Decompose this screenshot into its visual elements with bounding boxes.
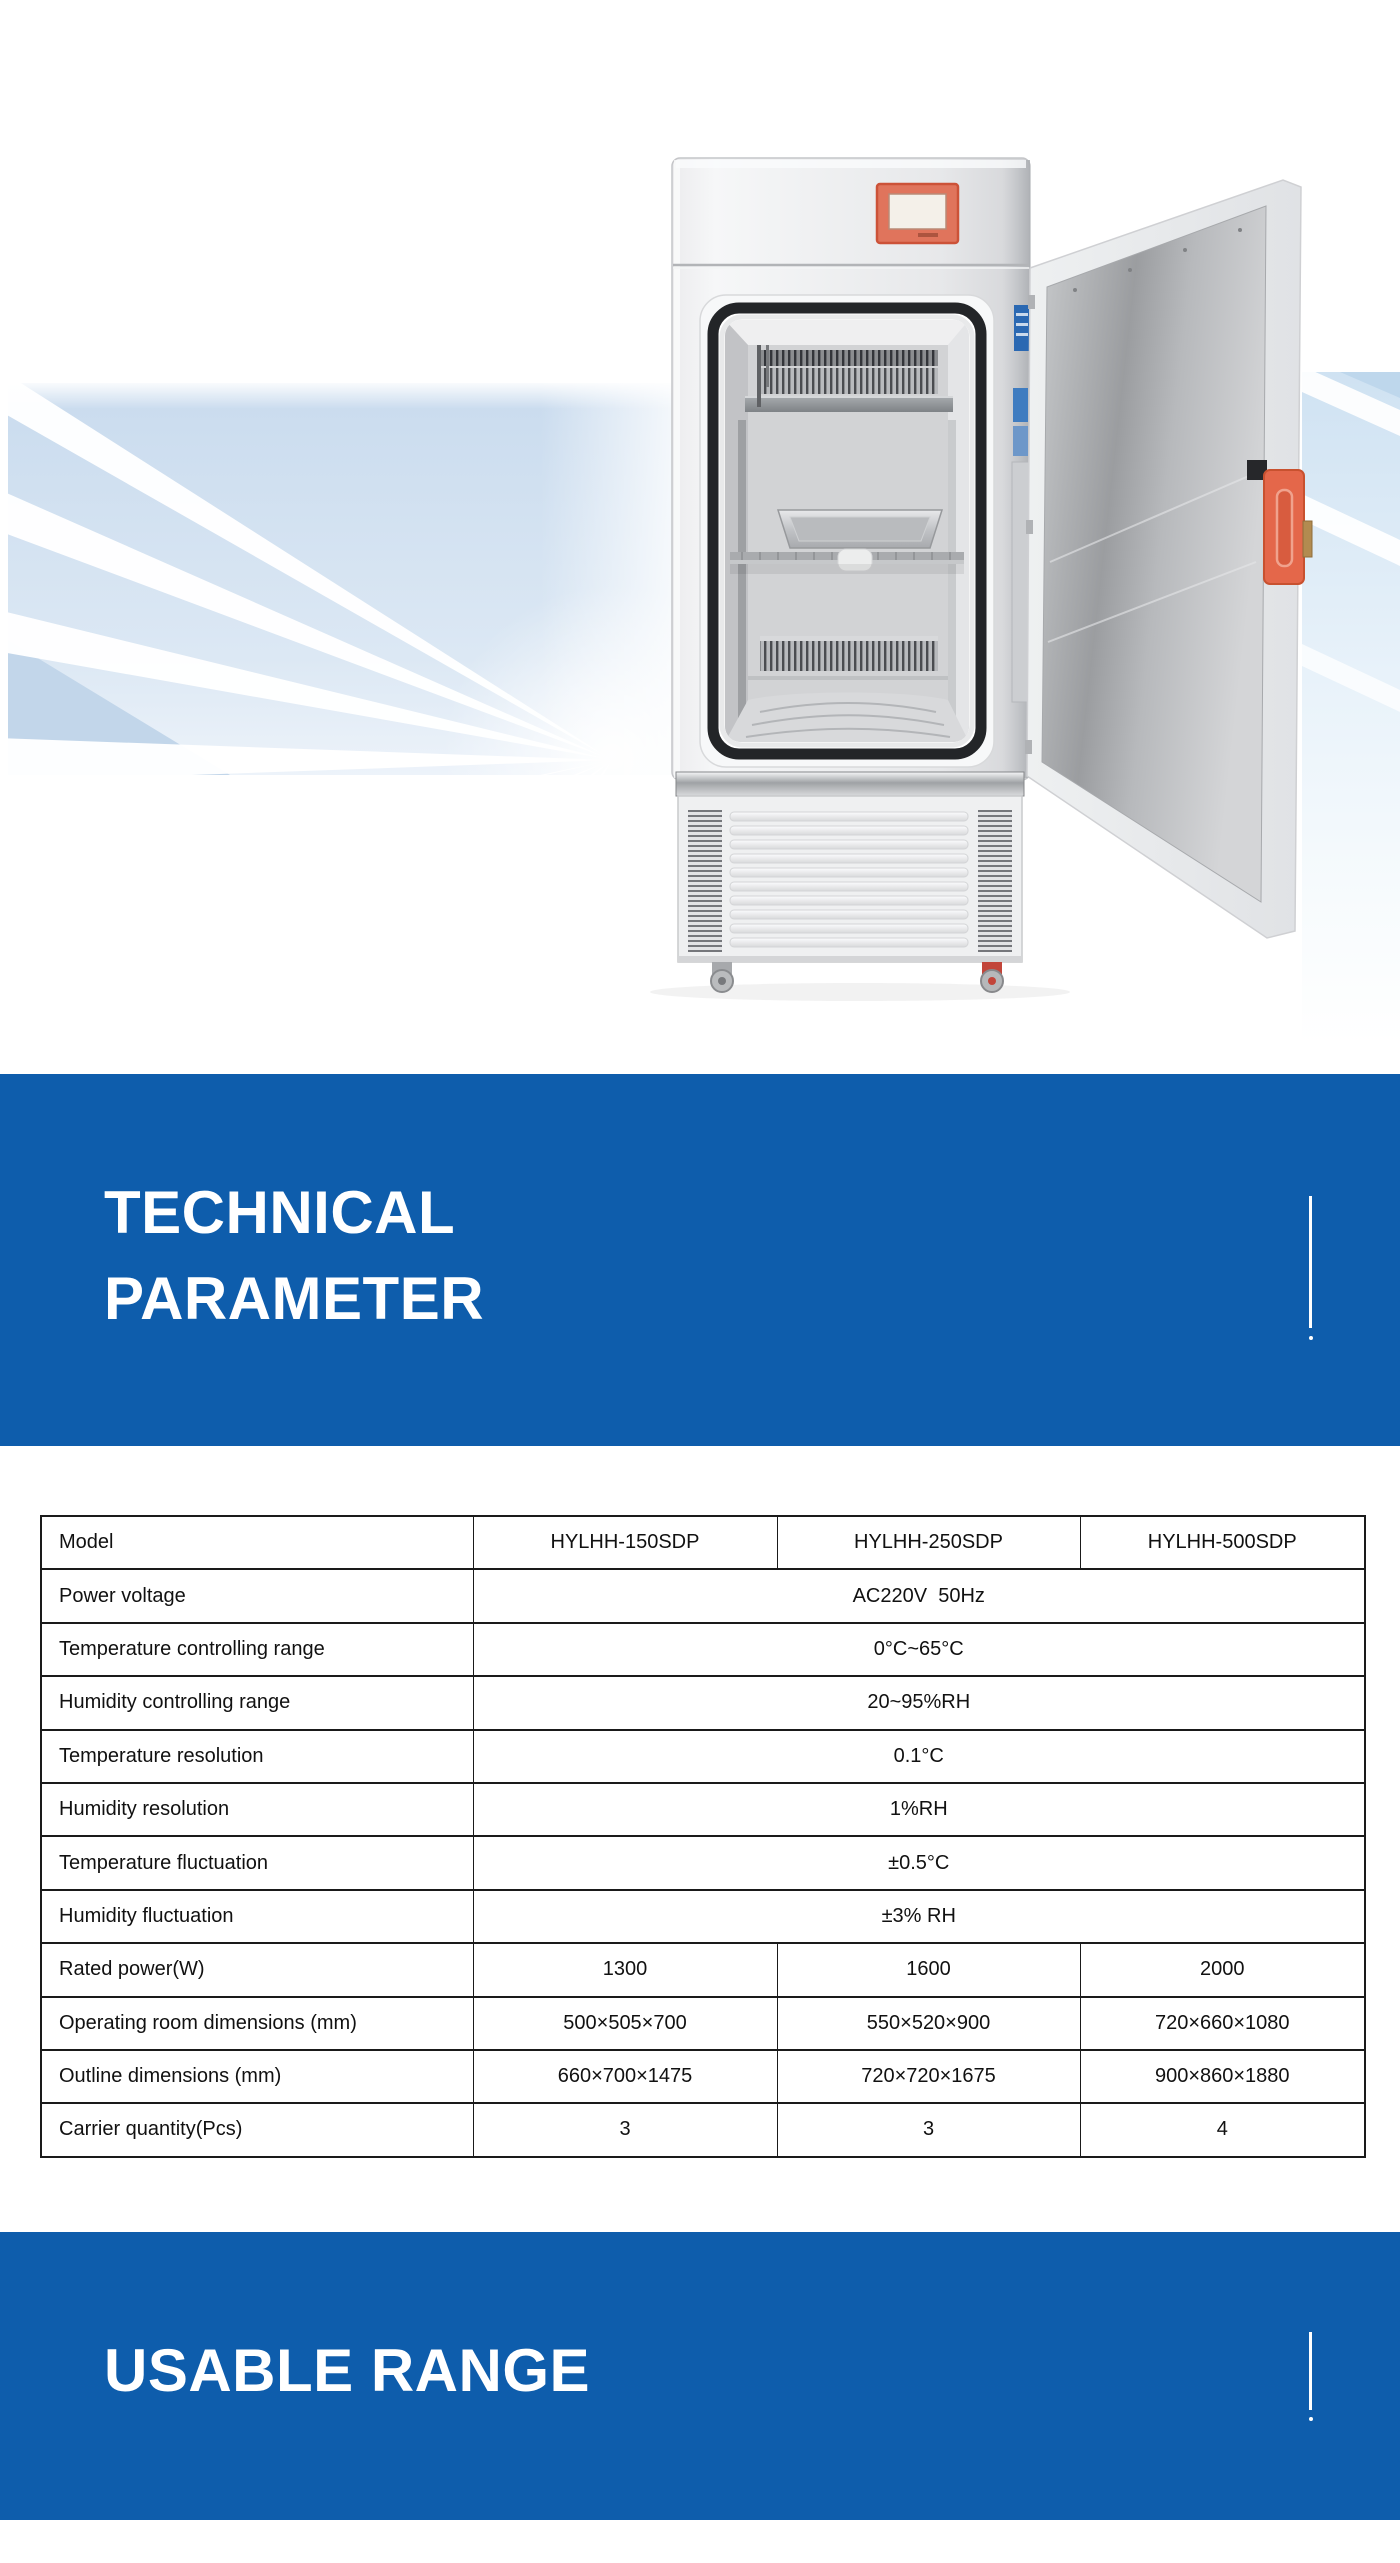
banner-accent-line: [1309, 1196, 1312, 1328]
technical-parameter-banner: [0, 1074, 1400, 1446]
spec-value-cell: ±3% RH: [473, 1890, 1365, 1943]
door-handle: [1264, 470, 1312, 584]
table-row: [41, 1623, 1365, 1676]
bottom-vent: [760, 636, 938, 671]
title-line-1: TECHNICAL: [104, 1179, 456, 1246]
spec-value-cell: 720×720×1675: [777, 2050, 1080, 2103]
spec-label-cell: Model: [41, 1516, 473, 1569]
right-background-pattern: [1302, 366, 1400, 1044]
left-background-pattern: [0, 306, 782, 970]
banner-accent-dot: [1309, 2417, 1313, 2421]
spec-label-cell: Temperature resolution: [41, 1730, 473, 1783]
spec-label-cell: Humidity resolution: [41, 1783, 473, 1836]
left-grille: [688, 810, 722, 952]
table-row: [41, 1943, 1365, 1996]
spec-table: [40, 1515, 1366, 2158]
chamber-cabinet: [672, 158, 1030, 992]
machine-compartment: [678, 796, 1022, 962]
controller-display: [877, 184, 958, 243]
spec-value-cell: 3: [473, 2103, 777, 2156]
spec-value-cell: 500×505×700: [473, 1997, 777, 2050]
spec-value-cell: 20~95%RH: [473, 1676, 1365, 1729]
section-title-technical: [104, 1170, 484, 1342]
right-grille: [978, 810, 1012, 952]
spec-value-cell: 0.1°C: [473, 1730, 1365, 1783]
spec-value-cell: 1%RH: [473, 1783, 1365, 1836]
test-chamber-illustration: [0, 0, 1400, 1074]
spec-label-cell: Outline dimensions (mm): [41, 2050, 473, 2103]
stainless-tray: [778, 510, 942, 548]
product-photo-section: [0, 0, 1400, 1074]
title-line-2: PARAMETER: [104, 1265, 485, 1332]
spec-value-cell: 1600: [777, 1943, 1080, 1996]
spec-value-cell: HYLHH-500SDP: [1080, 1516, 1365, 1569]
spec-label-cell: Temperature fluctuation: [41, 1836, 473, 1889]
spec-value-cell: 4: [1080, 2103, 1365, 2156]
stainless-trim: [676, 772, 1024, 796]
table-row: [41, 2050, 1365, 2103]
chamber-interior: [725, 320, 969, 742]
banner-accent-line: [1309, 2332, 1312, 2410]
table-row: [41, 2103, 1365, 2156]
spec-value-cell: 660×700×1475: [473, 2050, 777, 2103]
spec-value-cell: ±0.5°C: [473, 1836, 1365, 1889]
spec-label-cell: Rated power(W): [41, 1943, 473, 1996]
table-row: [41, 1676, 1365, 1729]
banner-accent-dot: [1309, 1336, 1313, 1340]
section-title-usable: [104, 2328, 590, 2414]
table-row: [41, 1890, 1365, 1943]
spec-value-cell: 720×660×1080: [1080, 1997, 1365, 2050]
spec-value-cell: 1300: [473, 1943, 777, 1996]
spec-label-cell: Operating room dimensions (mm): [41, 1997, 473, 2050]
table-row: [41, 1783, 1365, 1836]
caster-left: [711, 962, 733, 992]
spec-label-cell: Power voltage: [41, 1569, 473, 1622]
spec-value-cell: 2000: [1080, 1943, 1365, 1996]
table-row: [41, 1516, 1365, 1569]
spec-value-cell: 900×860×1880: [1080, 2050, 1365, 2103]
spec-value-cell: HYLHH-150SDP: [473, 1516, 777, 1569]
spec-label-cell: Temperature controlling range: [41, 1623, 473, 1676]
wire-shelf: [730, 549, 964, 574]
table-row: [41, 1569, 1365, 1622]
table-row: [41, 1997, 1365, 2050]
table-row: [41, 1730, 1365, 1783]
spec-value-cell: AC220V 50Hz: [473, 1569, 1365, 1622]
usable-range-banner: [0, 2232, 1400, 2520]
spec-label-cell: Carrier quantity(Pcs): [41, 2103, 473, 2156]
air-duct-bar: [745, 396, 953, 412]
spec-label-cell: Humidity controlling range: [41, 1676, 473, 1729]
caster-right: [981, 962, 1003, 992]
top-vent: [760, 350, 938, 394]
spec-value-cell: HYLHH-250SDP: [777, 1516, 1080, 1569]
title-line-1: USABLE RANGE: [104, 2337, 591, 2404]
spec-label-cell: Humidity fluctuation: [41, 1890, 473, 1943]
table-row: [41, 1836, 1365, 1889]
open-door: [1025, 180, 1312, 938]
spec-value-cell: 3: [777, 2103, 1080, 2156]
spec-value-cell: 0°C~65°C: [473, 1623, 1365, 1676]
spec-value-cell: 550×520×900: [777, 1997, 1080, 2050]
